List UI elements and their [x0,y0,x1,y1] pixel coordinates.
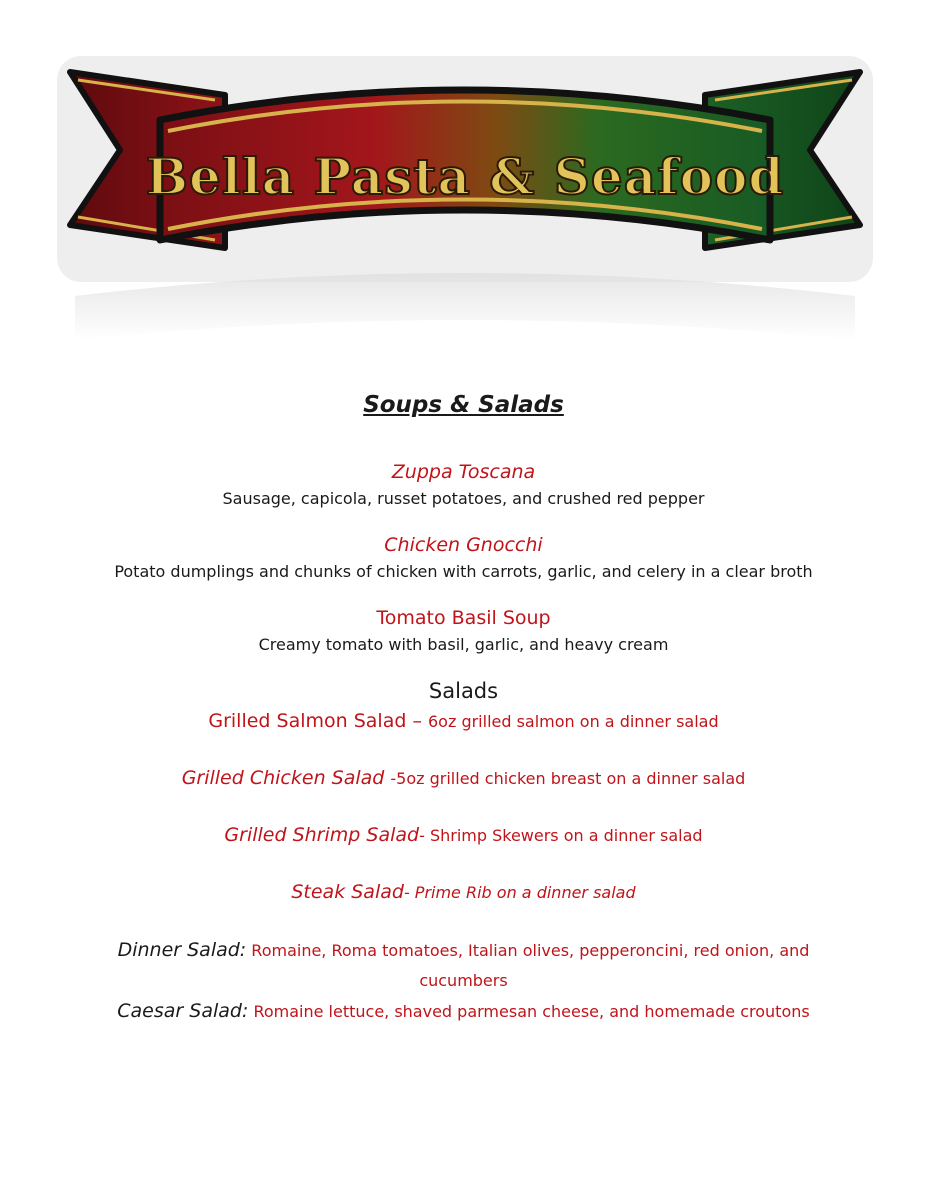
side-salad-item [84,935,844,996]
salad-description: 6oz grilled salmon on a dinner salad [427,712,719,731]
section-title: Soups & Salads [363,392,564,418]
soup-description: Potato dumplings and chunks of chicken with carrots, garlic, and celery in a clear broth [114,562,813,581]
soup-item [0,604,927,658]
soup-name: Zuppa Toscana [391,461,536,483]
salad-name: Grilled Salmon Salad – [208,710,428,732]
soup-name: Chicken Gnocchi [384,534,543,556]
logo-banner-graphic [0,0,927,360]
salad-description: - Prime Rib on a dinner salad [403,883,636,902]
soup-item [0,531,927,585]
soup-item [0,458,927,512]
side-salad-item [84,996,844,1027]
salad-name: Grilled Shrimp Salad [224,824,420,846]
salad-item [0,878,927,907]
soup-description: Sausage, capicola, russet potatoes, and crushed red pepper [222,489,705,508]
salad-name: Steak Salad [291,881,404,903]
side-salad-name: Dinner Salad: [117,939,247,961]
salad-item [0,821,927,850]
salads-heading: Salads [428,679,499,703]
soup-name: Tomato Basil Soup [376,607,551,629]
restaurant-logo [0,0,927,360]
menu-content [0,392,927,1027]
side-salad-description: Romaine, Roma tomatoes, Italian olives, pepperoncini, red onion, and cucumbers [246,941,810,990]
salad-item [0,707,927,736]
salad-description: -5oz grilled chicken breast on a dinner salad [390,769,746,788]
logo-text: Bella Pasta & Seafood [145,147,785,206]
salad-item [0,764,927,793]
side-salad-name: Caesar Salad: [117,1000,249,1022]
salad-name: Grilled Chicken Salad [181,767,391,789]
side-salad-description: Romaine lettuce, shaved parmesan cheese, and homemade croutons [248,1002,810,1021]
salad-description: - Shrimp Skewers on a dinner salad [419,826,703,845]
soup-description: Creamy tomato with basil, garlic, and heavy cream [258,635,669,654]
